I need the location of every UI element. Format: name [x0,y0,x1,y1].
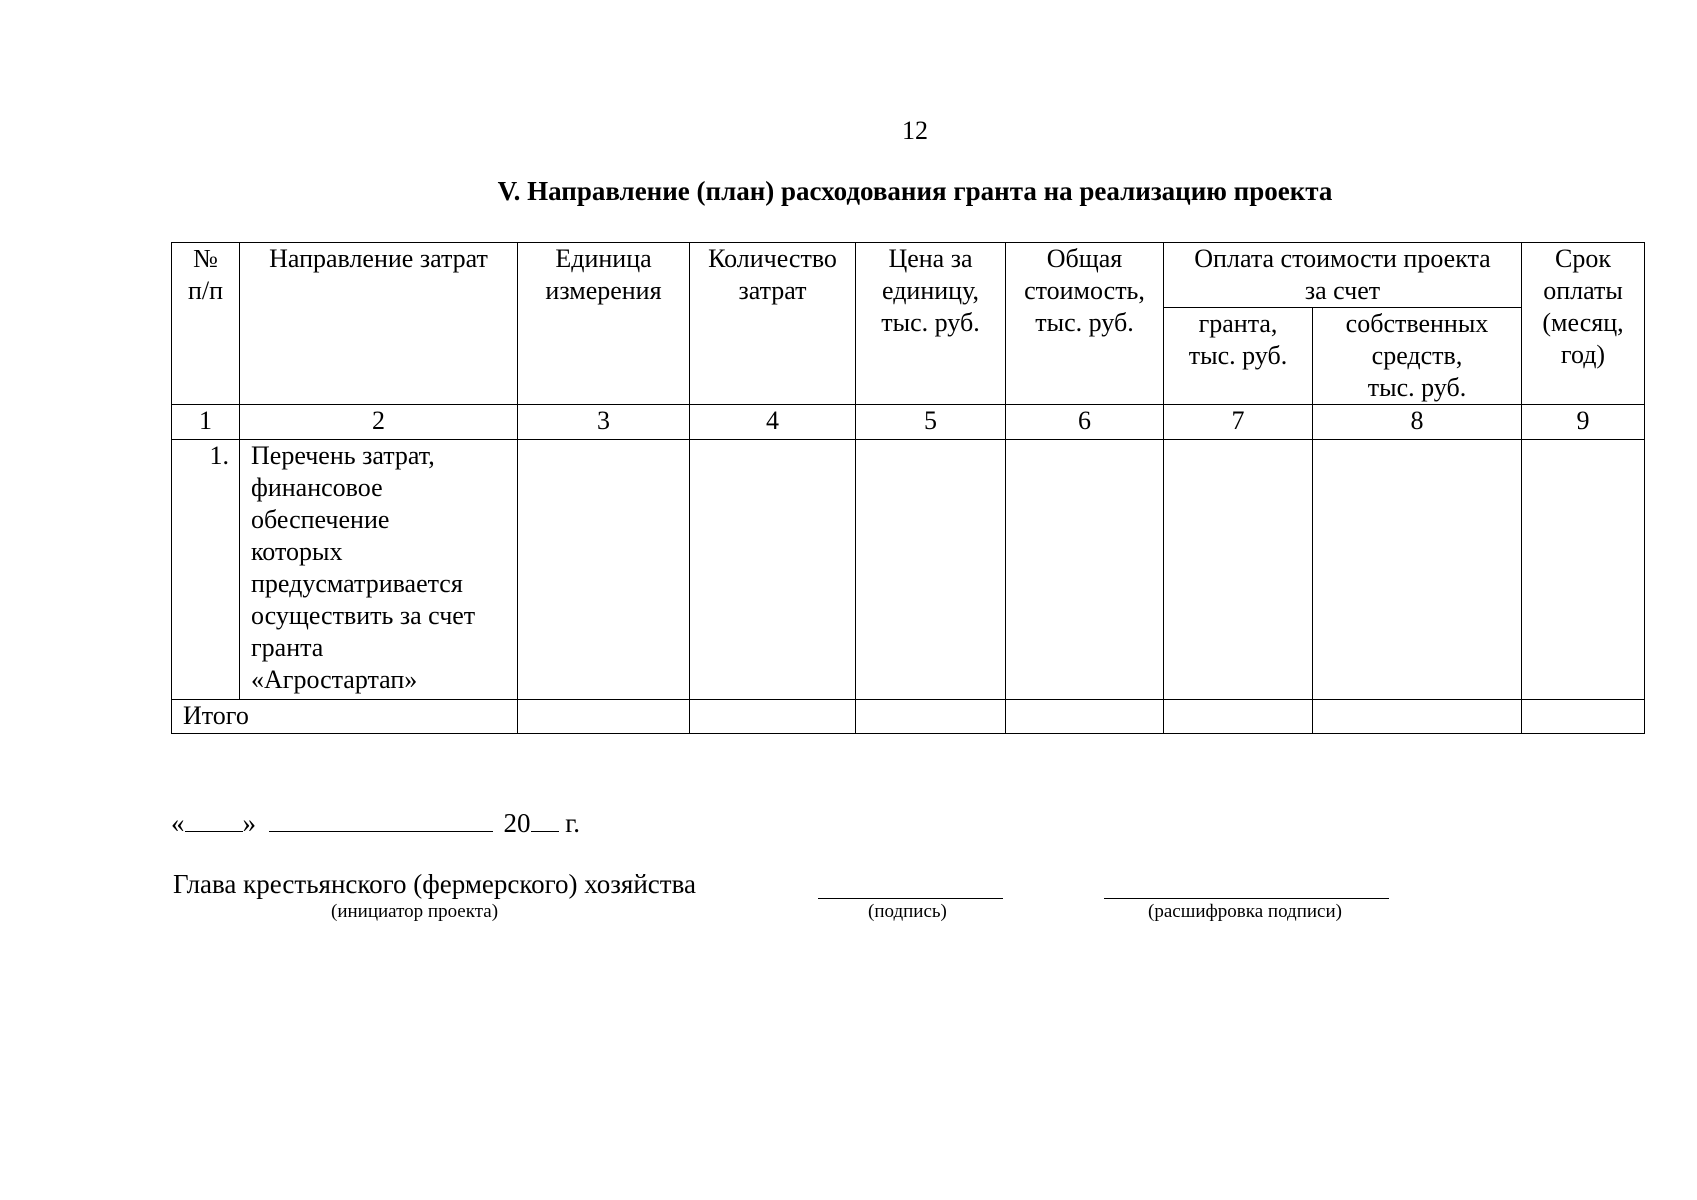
header-price: Цена за единицу, тыс. руб. [856,243,1006,405]
year-prefix: 20 [503,808,531,838]
total-own-funds-cell[interactable] [1313,700,1522,734]
column-number: 7 [1164,405,1313,440]
header-own-funds: собственных средств, тыс. руб. [1313,308,1522,405]
grant-spending-table [171,242,1645,734]
date-close-quote: » [242,808,256,838]
signature-caption: (подпись) [868,901,947,922]
total-row [172,700,1645,734]
column-number: 5 [856,405,1006,440]
column-number: 6 [1006,405,1164,440]
column-number: 1 [172,405,240,440]
column-number: 3 [518,405,690,440]
row-price-cell[interactable] [856,440,1006,700]
signature-decoding-line[interactable] [1104,898,1389,899]
column-number: 4 [690,405,856,440]
row-num: 1. [172,440,240,700]
column-number: 8 [1313,405,1522,440]
signatory-role: Глава крестьянского (фермерского) хозяйства [173,869,696,899]
header-term: Срок оплаты (месяц, год) [1522,243,1645,405]
day-blank[interactable] [185,805,243,832]
year-suffix: г. [558,808,581,838]
header-unit: Единица измерения [518,243,690,405]
header-quantity: Количество затрат [690,243,856,405]
total-label: Итого [172,700,518,734]
column-number: 2 [240,405,518,440]
row-quantity-cell[interactable] [690,440,856,700]
date-open-quote: « [171,808,185,838]
row-total-cost-cell[interactable] [1006,440,1164,700]
header-total-cost: Общая стоимость, тыс. руб. [1006,243,1164,405]
year-blank[interactable] [531,805,559,832]
page-number: 12 [902,116,928,145]
total-price-cell[interactable] [856,700,1006,734]
header-direction: Направление затрат [240,243,518,405]
table-row [172,440,1645,700]
role-caption: (инициатор проекта) [331,901,499,922]
date-line [171,805,580,839]
row-direction: Перечень затрат, финансовое обеспечение которых предусматривается осуществить за счет гранта «Агростартап» [240,440,518,700]
section-title: V. Направление (план) расходования гранта на реализацию проекта [497,176,1333,206]
row-grant-cell[interactable] [1164,440,1313,700]
decoding-caption: (расшифровка подписи) [1148,901,1342,922]
month-blank[interactable] [269,805,493,832]
row-unit-cell[interactable] [518,440,690,700]
row-own-funds-cell[interactable] [1313,440,1522,700]
column-number: 9 [1522,405,1645,440]
total-quantity-cell[interactable] [690,700,856,734]
header-payment-group: Оплата стоимости проекта за счет [1164,243,1522,308]
signature-line[interactable] [818,898,1003,899]
column-numbers-row [172,405,1645,440]
header-row-1 [172,243,1645,308]
row-term-cell[interactable] [1522,440,1645,700]
header-grant: гранта, тыс. руб. [1164,308,1313,405]
total-unit-cell[interactable] [518,700,690,734]
total-cost-cell[interactable] [1006,700,1164,734]
total-term-cell[interactable] [1522,700,1645,734]
header-num: № п/п [172,243,240,405]
total-grant-cell[interactable] [1164,700,1313,734]
